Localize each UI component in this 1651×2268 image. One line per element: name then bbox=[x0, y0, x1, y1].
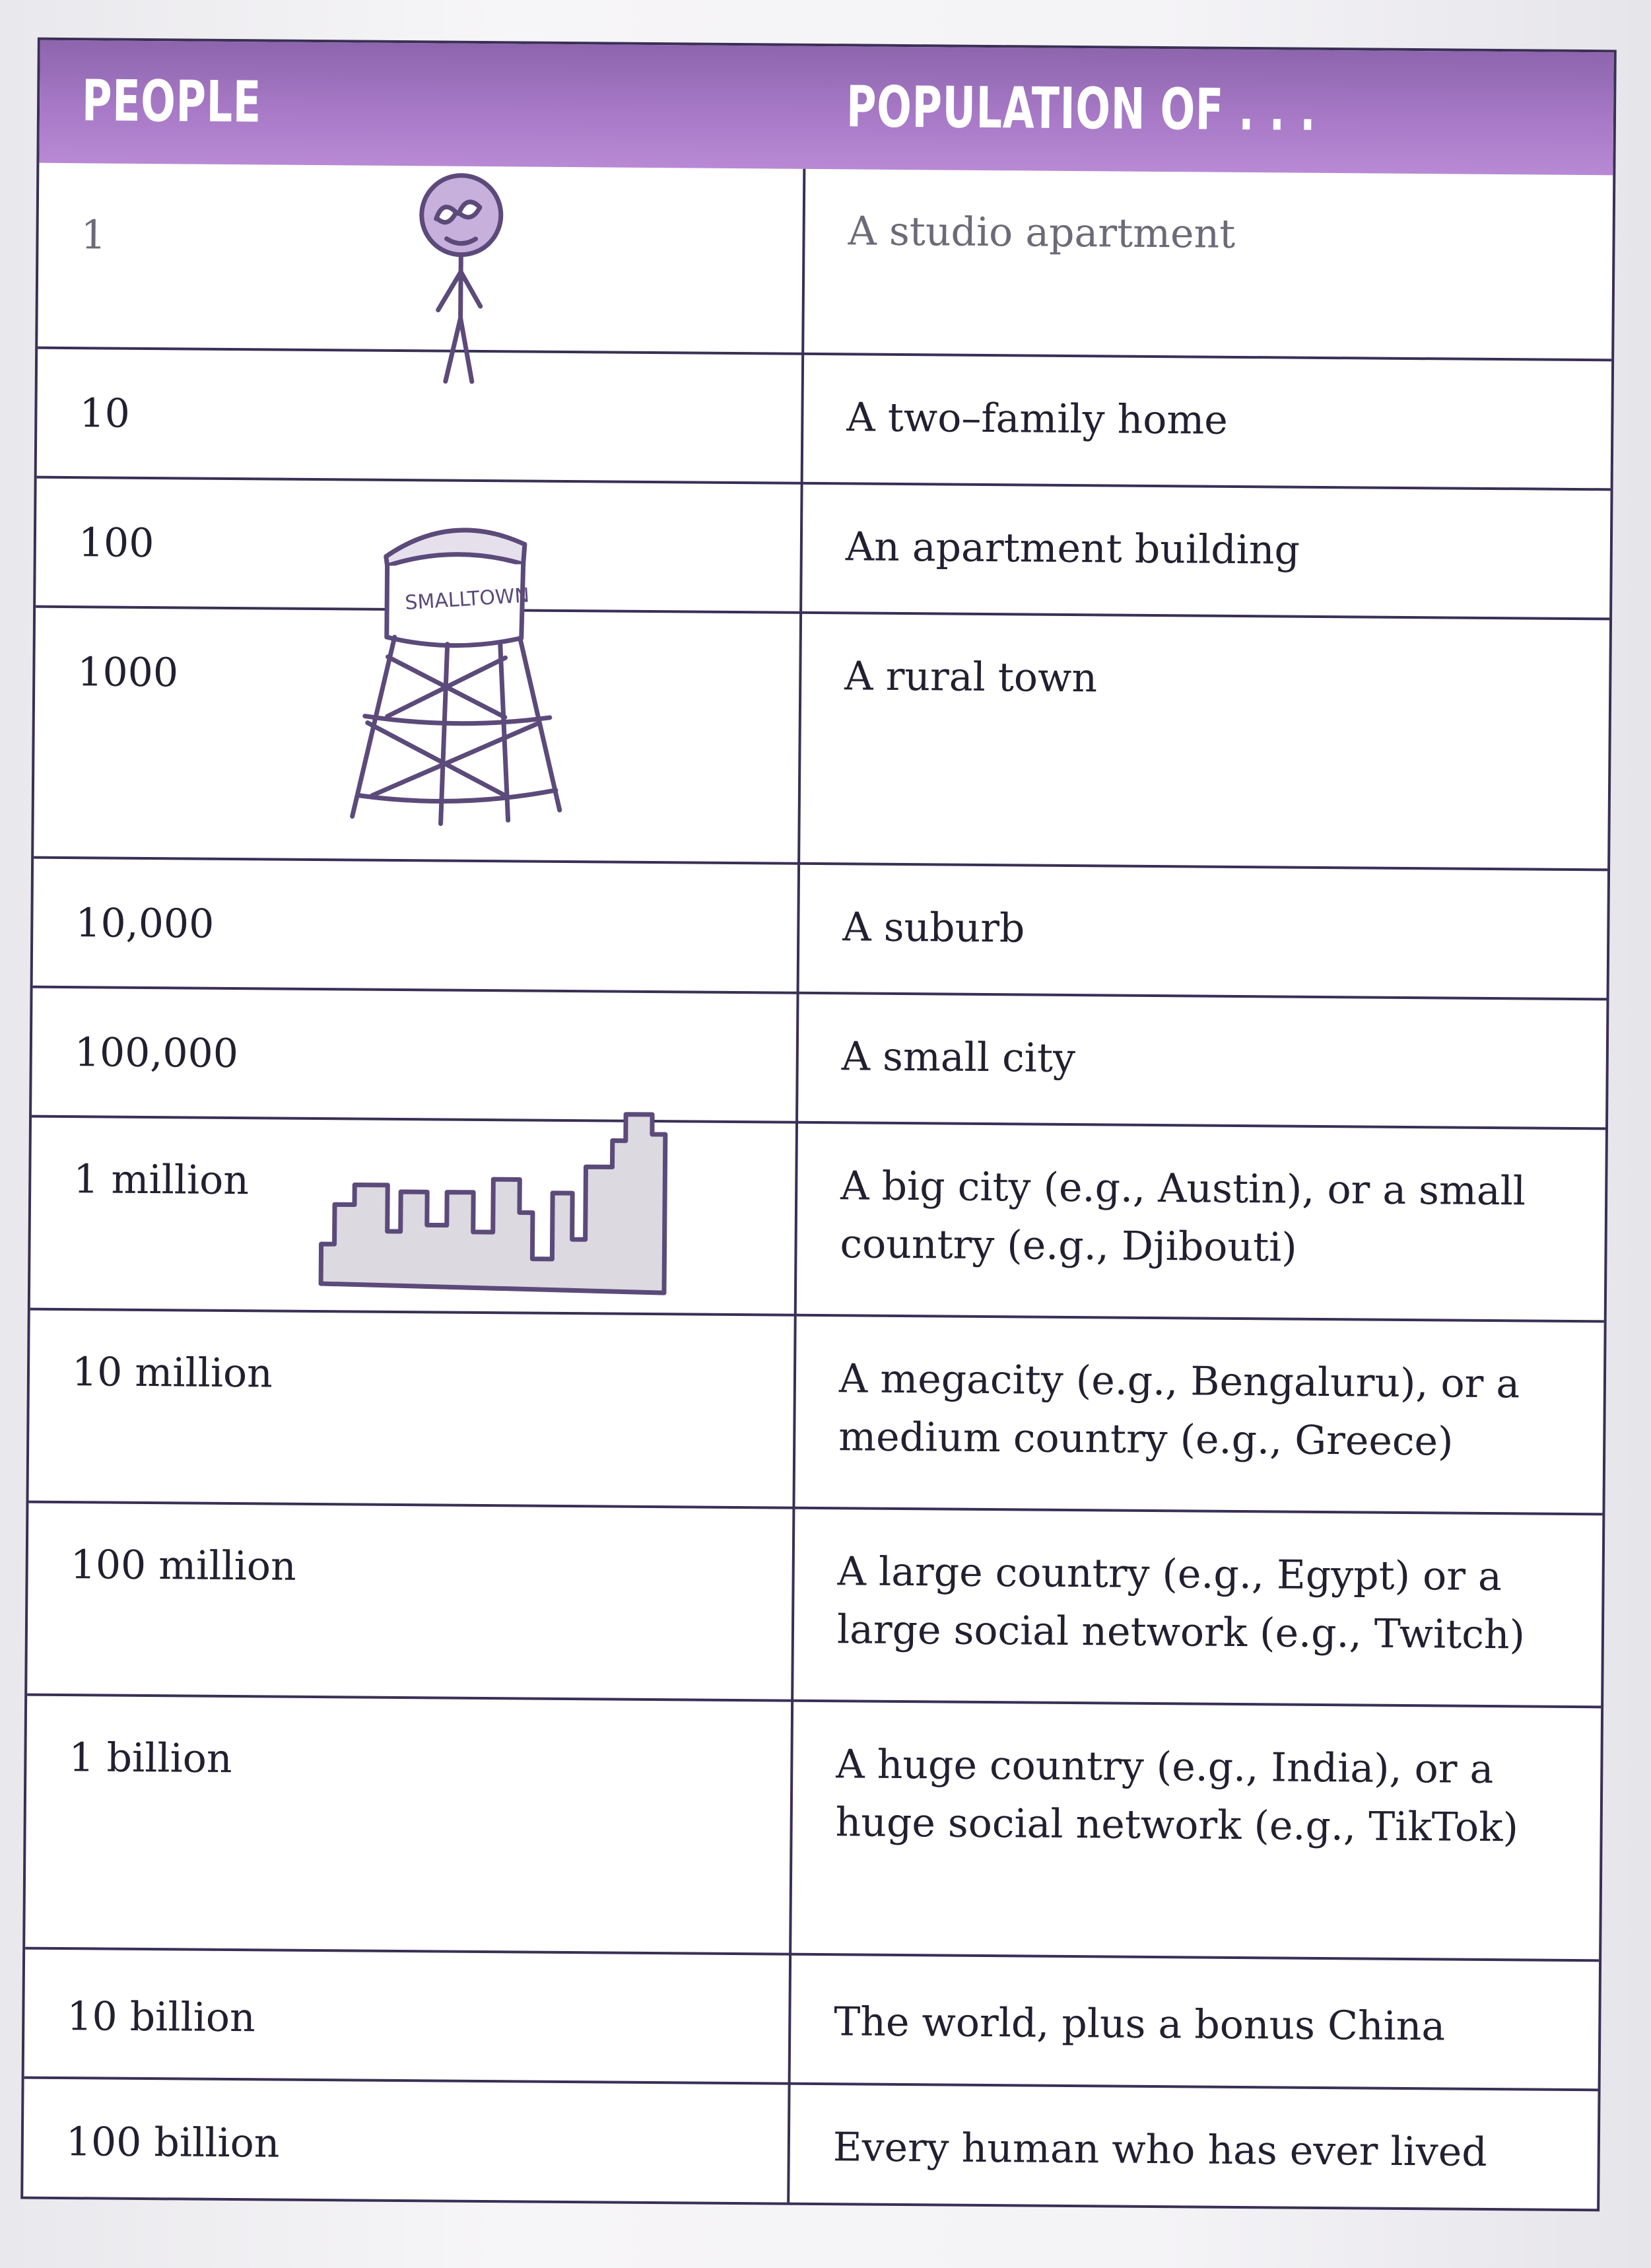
header-population-of: POPULATION OF . . . bbox=[846, 74, 1316, 144]
population-cell: A small city bbox=[841, 1033, 1076, 1082]
population-cell: The world, plus a bonus China bbox=[834, 1999, 1446, 2050]
population-cell: A suburb bbox=[842, 904, 1025, 952]
stick-figure-illustration bbox=[394, 172, 528, 392]
header-people: PEOPLE bbox=[81, 68, 262, 136]
table-row bbox=[24, 1950, 1599, 2092]
population-table bbox=[20, 38, 1617, 2212]
population-cell: A two–family home bbox=[846, 394, 1229, 444]
table-row bbox=[28, 1311, 1603, 1516]
table-row bbox=[36, 479, 1610, 621]
population-cell: A studio apartment bbox=[848, 208, 1236, 258]
city-skyline-illustration bbox=[294, 1099, 758, 1300]
people-cell: 1 bbox=[81, 212, 107, 259]
table-row bbox=[27, 1503, 1602, 1709]
people-cell: 100,000 bbox=[74, 1029, 239, 1078]
table-row bbox=[25, 1696, 1601, 1962]
people-cell: 10 million bbox=[71, 1349, 273, 1397]
people-cell: 10 bbox=[79, 390, 131, 437]
people-cell: 10 billion bbox=[67, 1993, 255, 2042]
table-row bbox=[33, 859, 1607, 1001]
water-tower-illustration bbox=[337, 518, 630, 850]
table-header bbox=[39, 40, 1613, 176]
population-cell: A megacity (e.g., Bengaluru), or a medium country (e.g., Greece) bbox=[838, 1356, 1520, 1465]
people-cell: 1000 bbox=[77, 649, 179, 697]
people-cell: 10,000 bbox=[75, 900, 215, 947]
water-tower-label: SMALLTOWN bbox=[404, 584, 531, 615]
population-cell: A large country (e.g., Egypt) or a large social network (e.g., Twitch) bbox=[836, 1548, 1526, 1659]
table-row bbox=[37, 349, 1611, 491]
table-row bbox=[34, 608, 1609, 872]
table-row bbox=[32, 988, 1606, 1130]
population-cell: A big city (e.g., Austin), or a small country (e.g., Djibouti) bbox=[840, 1163, 1526, 1271]
people-cell: 100 million bbox=[70, 1542, 297, 1590]
people-cell: 1 billion bbox=[69, 1735, 232, 1783]
population-cell: A rural town bbox=[844, 653, 1098, 702]
population-cell: A huge country (e.g., India), or a huge social network (e.g., TikTok) bbox=[835, 1741, 1519, 1851]
table-row bbox=[38, 163, 1613, 362]
people-cell: 100 bbox=[78, 520, 154, 567]
people-cell: 100 billion bbox=[65, 2119, 280, 2167]
table-row bbox=[30, 1118, 1605, 1323]
table-row bbox=[23, 2079, 1598, 2209]
population-cell: Every human who has ever lived bbox=[832, 2124, 1487, 2176]
people-cell: 1 million bbox=[73, 1156, 250, 1204]
population-cell: An apartment building bbox=[845, 524, 1300, 574]
